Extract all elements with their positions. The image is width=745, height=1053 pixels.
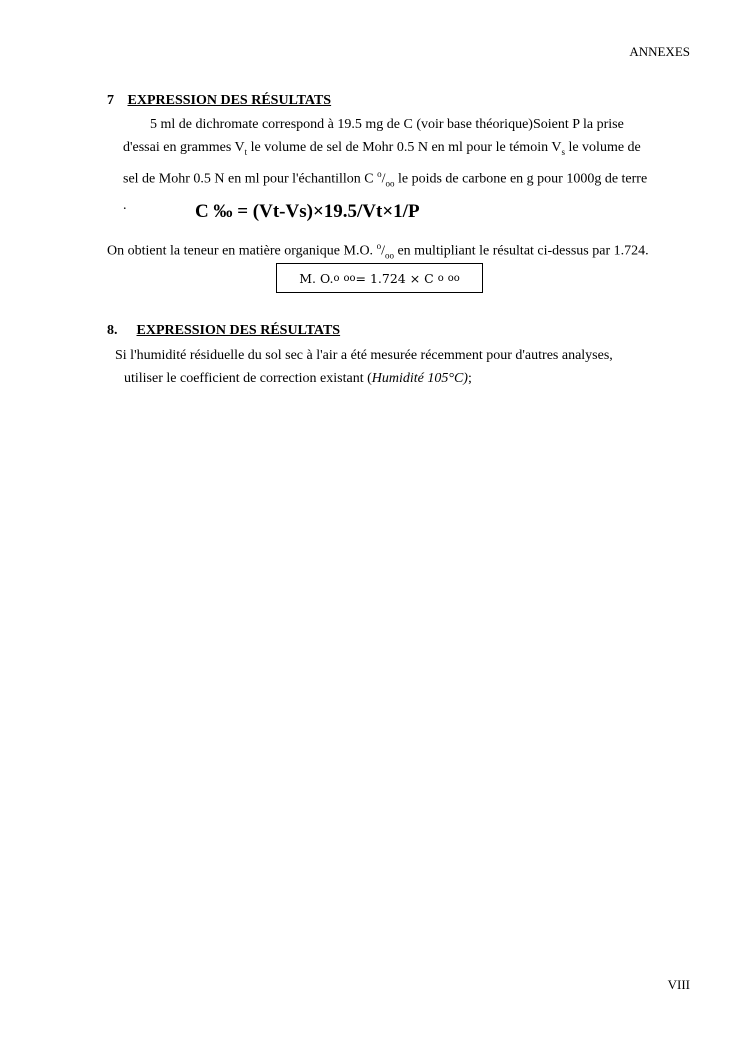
paragraph-line: . bbox=[123, 197, 127, 213]
section-number: 7 bbox=[107, 93, 114, 108]
organic-matter-sentence: On obtient la teneur en matière organique M.O. $^o/_{oo}$ en multipliant le résultat ci-dessus par 1.724. bbox=[107, 241, 649, 261]
section-8-heading bbox=[107, 323, 340, 339]
running-header: ANNEXES bbox=[629, 44, 690, 59]
paragraph-line: 5 ml de dichromate correspond à 19.5 mg de C (voir base théorique)Soient P la prise bbox=[150, 117, 624, 132]
paragraph-line: d'essai en grammes $V_t$ le volume de sel de Mohr 0.5 N en ml pour le témoin $V_s$ le volume de bbox=[123, 139, 641, 157]
carbon-formula: C ‰ = (Vt-Vs)×19.5/Vt×1/P bbox=[195, 201, 420, 222]
section-7-heading bbox=[107, 93, 331, 109]
paragraph-line: Si l'humidité résiduelle du sol sec à l'air a été mesurée récemment pour d'autres analyses, bbox=[115, 348, 613, 363]
section-title: EXPRESSION DES RÉSULTATS bbox=[136, 323, 341, 338]
paragraph-line: sel de Mohr 0.5 N en ml pour l'échantillon C $^o/_{oo}$ le poids de carbone en g pour 1000g de terre bbox=[123, 168, 648, 189]
section-title: EXPRESSION DES RÉSULTATS bbox=[127, 93, 332, 108]
organic-matter-formula-box: M. O. o oo = 1.724 × C o oo bbox=[276, 263, 483, 293]
section-number: 8. bbox=[107, 323, 118, 338]
paragraph-line: utiliser le coefficient de correction existant (Humidité 105°C); bbox=[124, 370, 472, 386]
section-8-paragraph bbox=[115, 345, 690, 390]
page-number: VIII bbox=[667, 977, 690, 992]
